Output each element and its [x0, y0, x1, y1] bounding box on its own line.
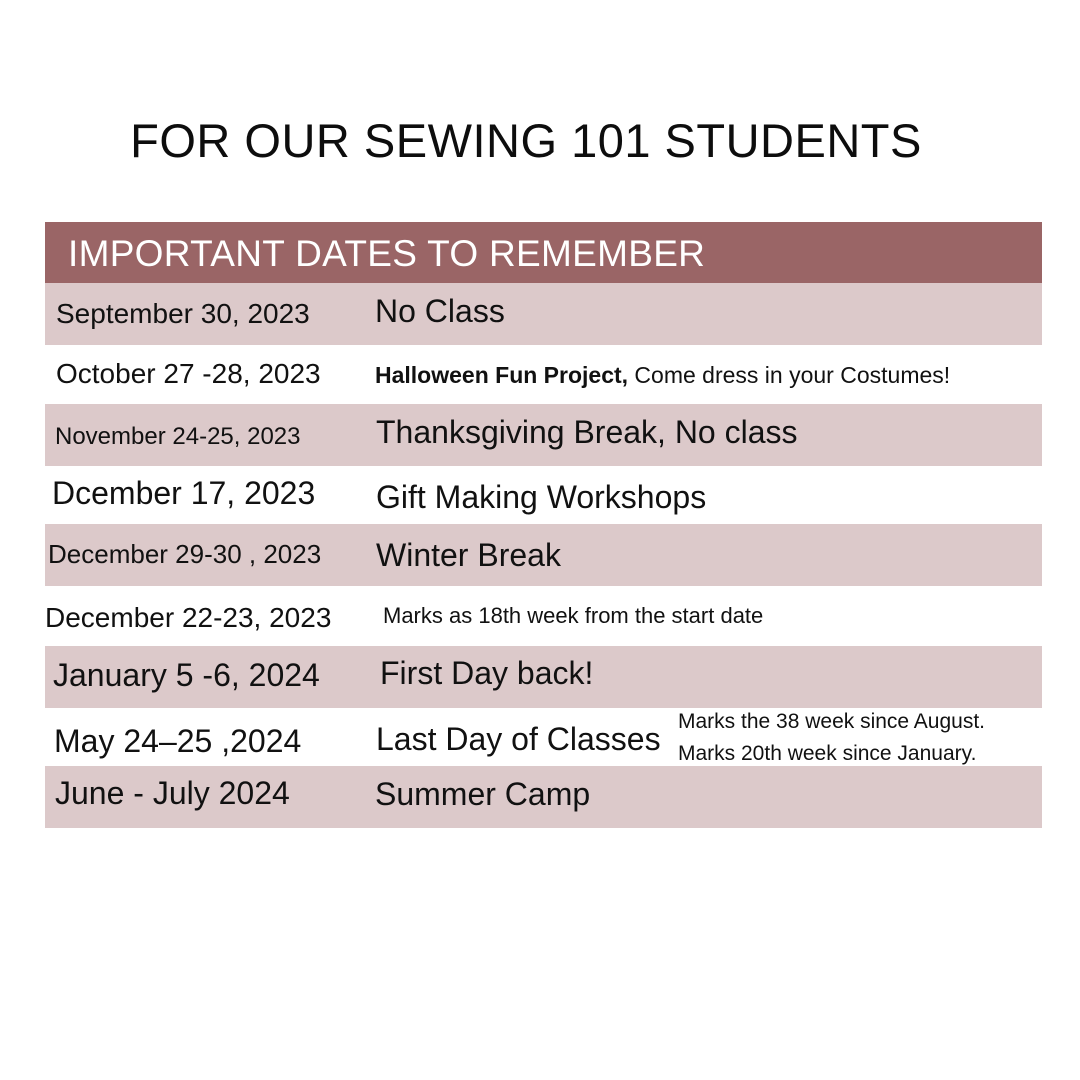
schedule-note: Marks the 38 week since August.: [678, 710, 985, 733]
schedule-event: Last Day of Classes: [376, 721, 661, 757]
schedule-row: [45, 706, 1042, 768]
schedule-event: Marks as 18th week from the start date: [383, 603, 764, 628]
schedule-date: January 5 -6, 2024: [53, 657, 320, 693]
schedule-row: [45, 766, 1042, 828]
schedule-event: No Class: [375, 293, 505, 329]
schedule-date: October 27 -28, 2023: [56, 358, 321, 389]
schedule-row: [45, 586, 1042, 648]
schedule-date: Dcember 17, 2023: [52, 475, 316, 511]
schedule-event-highlight: Halloween Fun Project,: [375, 362, 629, 388]
schedule-event: First Day back!: [380, 655, 594, 691]
schedule-event: Summer Camp: [375, 776, 591, 812]
schedule-date: November 24-25, 2023: [55, 423, 301, 450]
schedule-event-detail: Come dress in your Costumes!: [628, 362, 951, 388]
schedule-date: May 24–25 ,2024: [54, 723, 302, 759]
schedule-date: December 29-30 , 2023: [48, 539, 322, 569]
section-header-band: [45, 222, 1042, 283]
schedule-row: [45, 283, 1042, 345]
schedule-note: Marks 20th week since January.: [678, 742, 977, 765]
schedule-row: [45, 524, 1042, 586]
schedule-event: Gift Making Workshops: [376, 479, 707, 515]
schedule-row: [45, 343, 1042, 405]
schedule-date: December 22-23, 2023: [45, 602, 332, 633]
page-title: FOR OUR SEWING 101 STUDENTS: [130, 114, 922, 167]
schedule-row: [45, 464, 1042, 526]
schedule-date: June - July 2024: [55, 775, 290, 811]
schedule-date: September 30, 2023: [56, 298, 310, 329]
schedule-event: Winter Break: [376, 537, 561, 573]
section-header-title: IMPORTANT DATES TO REMEMBER: [68, 233, 706, 274]
schedule-event: [375, 362, 950, 389]
schedule-row: [45, 646, 1042, 708]
schedule-event: Thanksgiving Break, No class: [376, 414, 798, 450]
schedule-row: [45, 404, 1042, 466]
